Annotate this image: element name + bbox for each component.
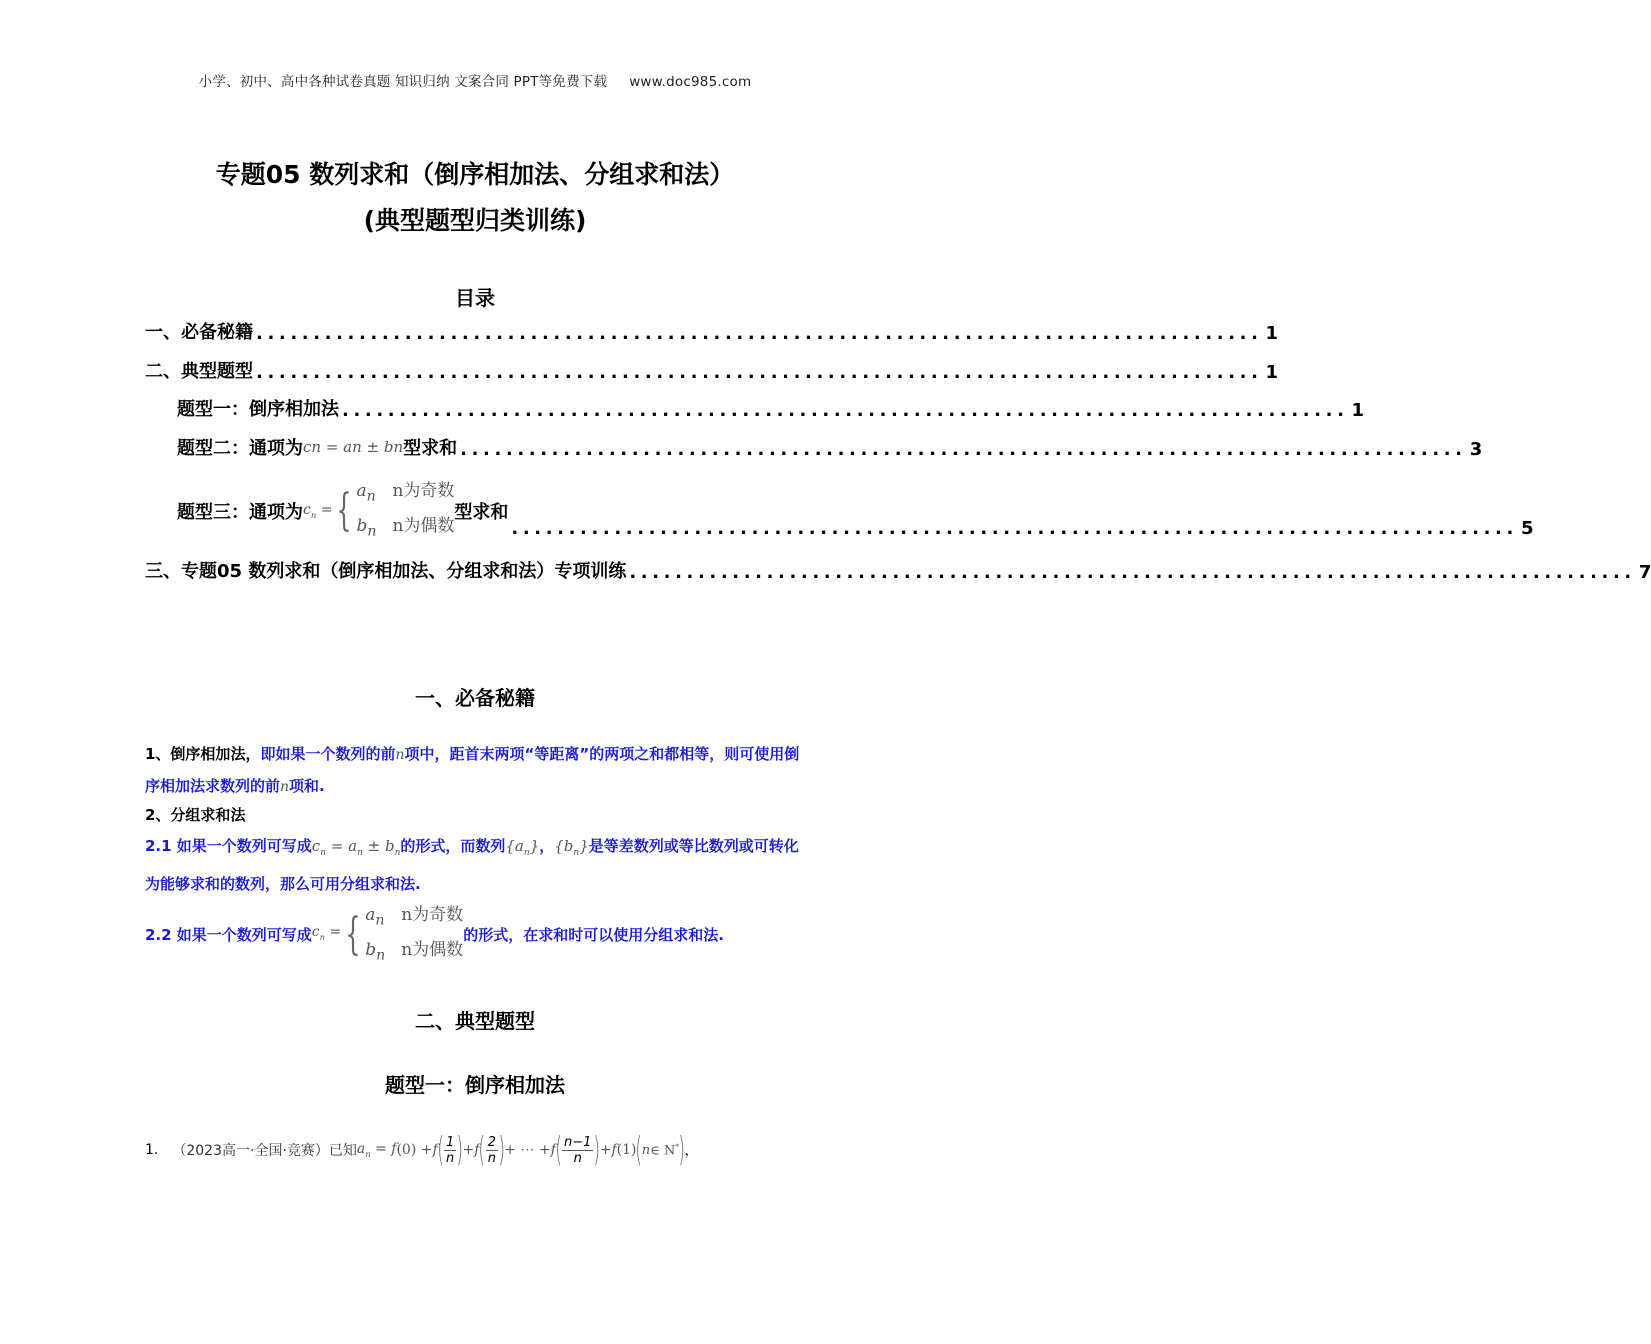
- paragraph-group-sum-label: 2、分组求和法: [145, 806, 246, 824]
- toc-dots: ........................................................................................: [629, 562, 1636, 583]
- toc-item-label-suffix: 型求和: [403, 438, 458, 459]
- toc-item-label: 题型二：通项为: [177, 438, 303, 459]
- toc-item-page: 1: [1351, 400, 1365, 421]
- question-1: 1. （2023高一·全国·竞赛）已知 $a_n = f$ (0) + f ( $\frac{1}{n}$ ) + f ( $\frac{2}{n}$ ) + ⋯ + f ( $\frac{n-1}{n}$ ) + f (1) ( n ∈ N* ) ，: [145, 1130, 699, 1170]
- toc-item-label: 三、专题05 数列求和（倒序相加法、分组求和法）专项训练: [145, 561, 627, 582]
- toc-item-label: 二、典型题型: [145, 361, 253, 382]
- toc-dots: ........................................................................................: [511, 517, 1518, 539]
- piecewise-even: n为偶数: [392, 516, 455, 537]
- toc-item[interactable]: [177, 434, 1483, 460]
- toc-dots: ........................................................................................: [256, 362, 1263, 383]
- section-heading: 二、典型题型: [415, 1009, 535, 1033]
- toc-item-label: 题型三：通项为: [177, 502, 303, 524]
- toc-dots: ........................................................................................: [342, 400, 1349, 421]
- header-site-link[interactable]: www.doc985.com: [629, 74, 752, 90]
- paragraph-reverse-add: 1、倒序相加法，即如果一个数列的前n项中，距首末两项“等距离”的两项之和都相等，则可使用倒序相加法求数列的前n项和.: [145, 745, 800, 795]
- toc-dots: ........................................................................................: [460, 439, 1467, 460]
- section-heading: 一、必备秘籍: [415, 686, 535, 710]
- toc-item-page: 7: [1638, 562, 1651, 583]
- piecewise-formula: $c_n$ = { $a_n$ n为奇数 $b_n$ n为偶数: [311, 905, 464, 964]
- toc-item[interactable]: [177, 395, 1365, 421]
- toc-item-label: 一、必备秘籍: [145, 322, 253, 343]
- toc-item-label-suffix: 型求和: [454, 502, 509, 524]
- toc-item-page: 5: [1520, 517, 1534, 539]
- toc-heading: 目录: [455, 286, 495, 310]
- page-header: [0, 70, 950, 90]
- paragraph-2-2: 2.2 如果一个数列可写成 $c_n$ = { $a_n$ n为奇数 $b_n$ n为偶数 的形式，在求和时可以使用分组求和法.: [145, 900, 810, 971]
- toc-item-page: 1: [1265, 323, 1279, 344]
- page-subtitle: (典型题型归类训练): [363, 206, 587, 235]
- piecewise-formula: $c_n$ = { $a_n$ n为奇数 $b_n$ n为偶数: [303, 476, 454, 547]
- toc-item[interactable]: [177, 476, 1534, 547]
- toc-dots: ........................................................................................: [256, 323, 1263, 344]
- page-title: 专题05 数列求和（倒序相加法、分组求和法）: [215, 160, 735, 189]
- toc-item[interactable]: [145, 318, 1279, 344]
- formula-cn-an-pm-bn: cn = an ± bn: [303, 438, 404, 456]
- toc-item-page: 3: [1469, 439, 1483, 460]
- header-text: 小学、初中、高中各种试卷真题 知识归纳 文案合同 PPT等免费下载: [198, 74, 608, 90]
- piecewise-odd: n为奇数: [392, 481, 455, 501]
- toc-item[interactable]: [145, 357, 1279, 383]
- toc-item-label: 题型一：倒序相加法: [177, 399, 339, 420]
- toc-item[interactable]: [145, 557, 1651, 583]
- paragraph-2-1: 2.1 如果一个数列可写成$c_n = a_n \pm b_n$的形式，而数列$\{a_n\}$，$\{b_n\}$是等差数列或等比数列或可转化为能够求和的数列，那么可用分组求和法.: [145, 837, 799, 893]
- sub-section-heading: 题型一：倒序相加法: [385, 1073, 565, 1097]
- toc-item-page: 1: [1265, 362, 1279, 383]
